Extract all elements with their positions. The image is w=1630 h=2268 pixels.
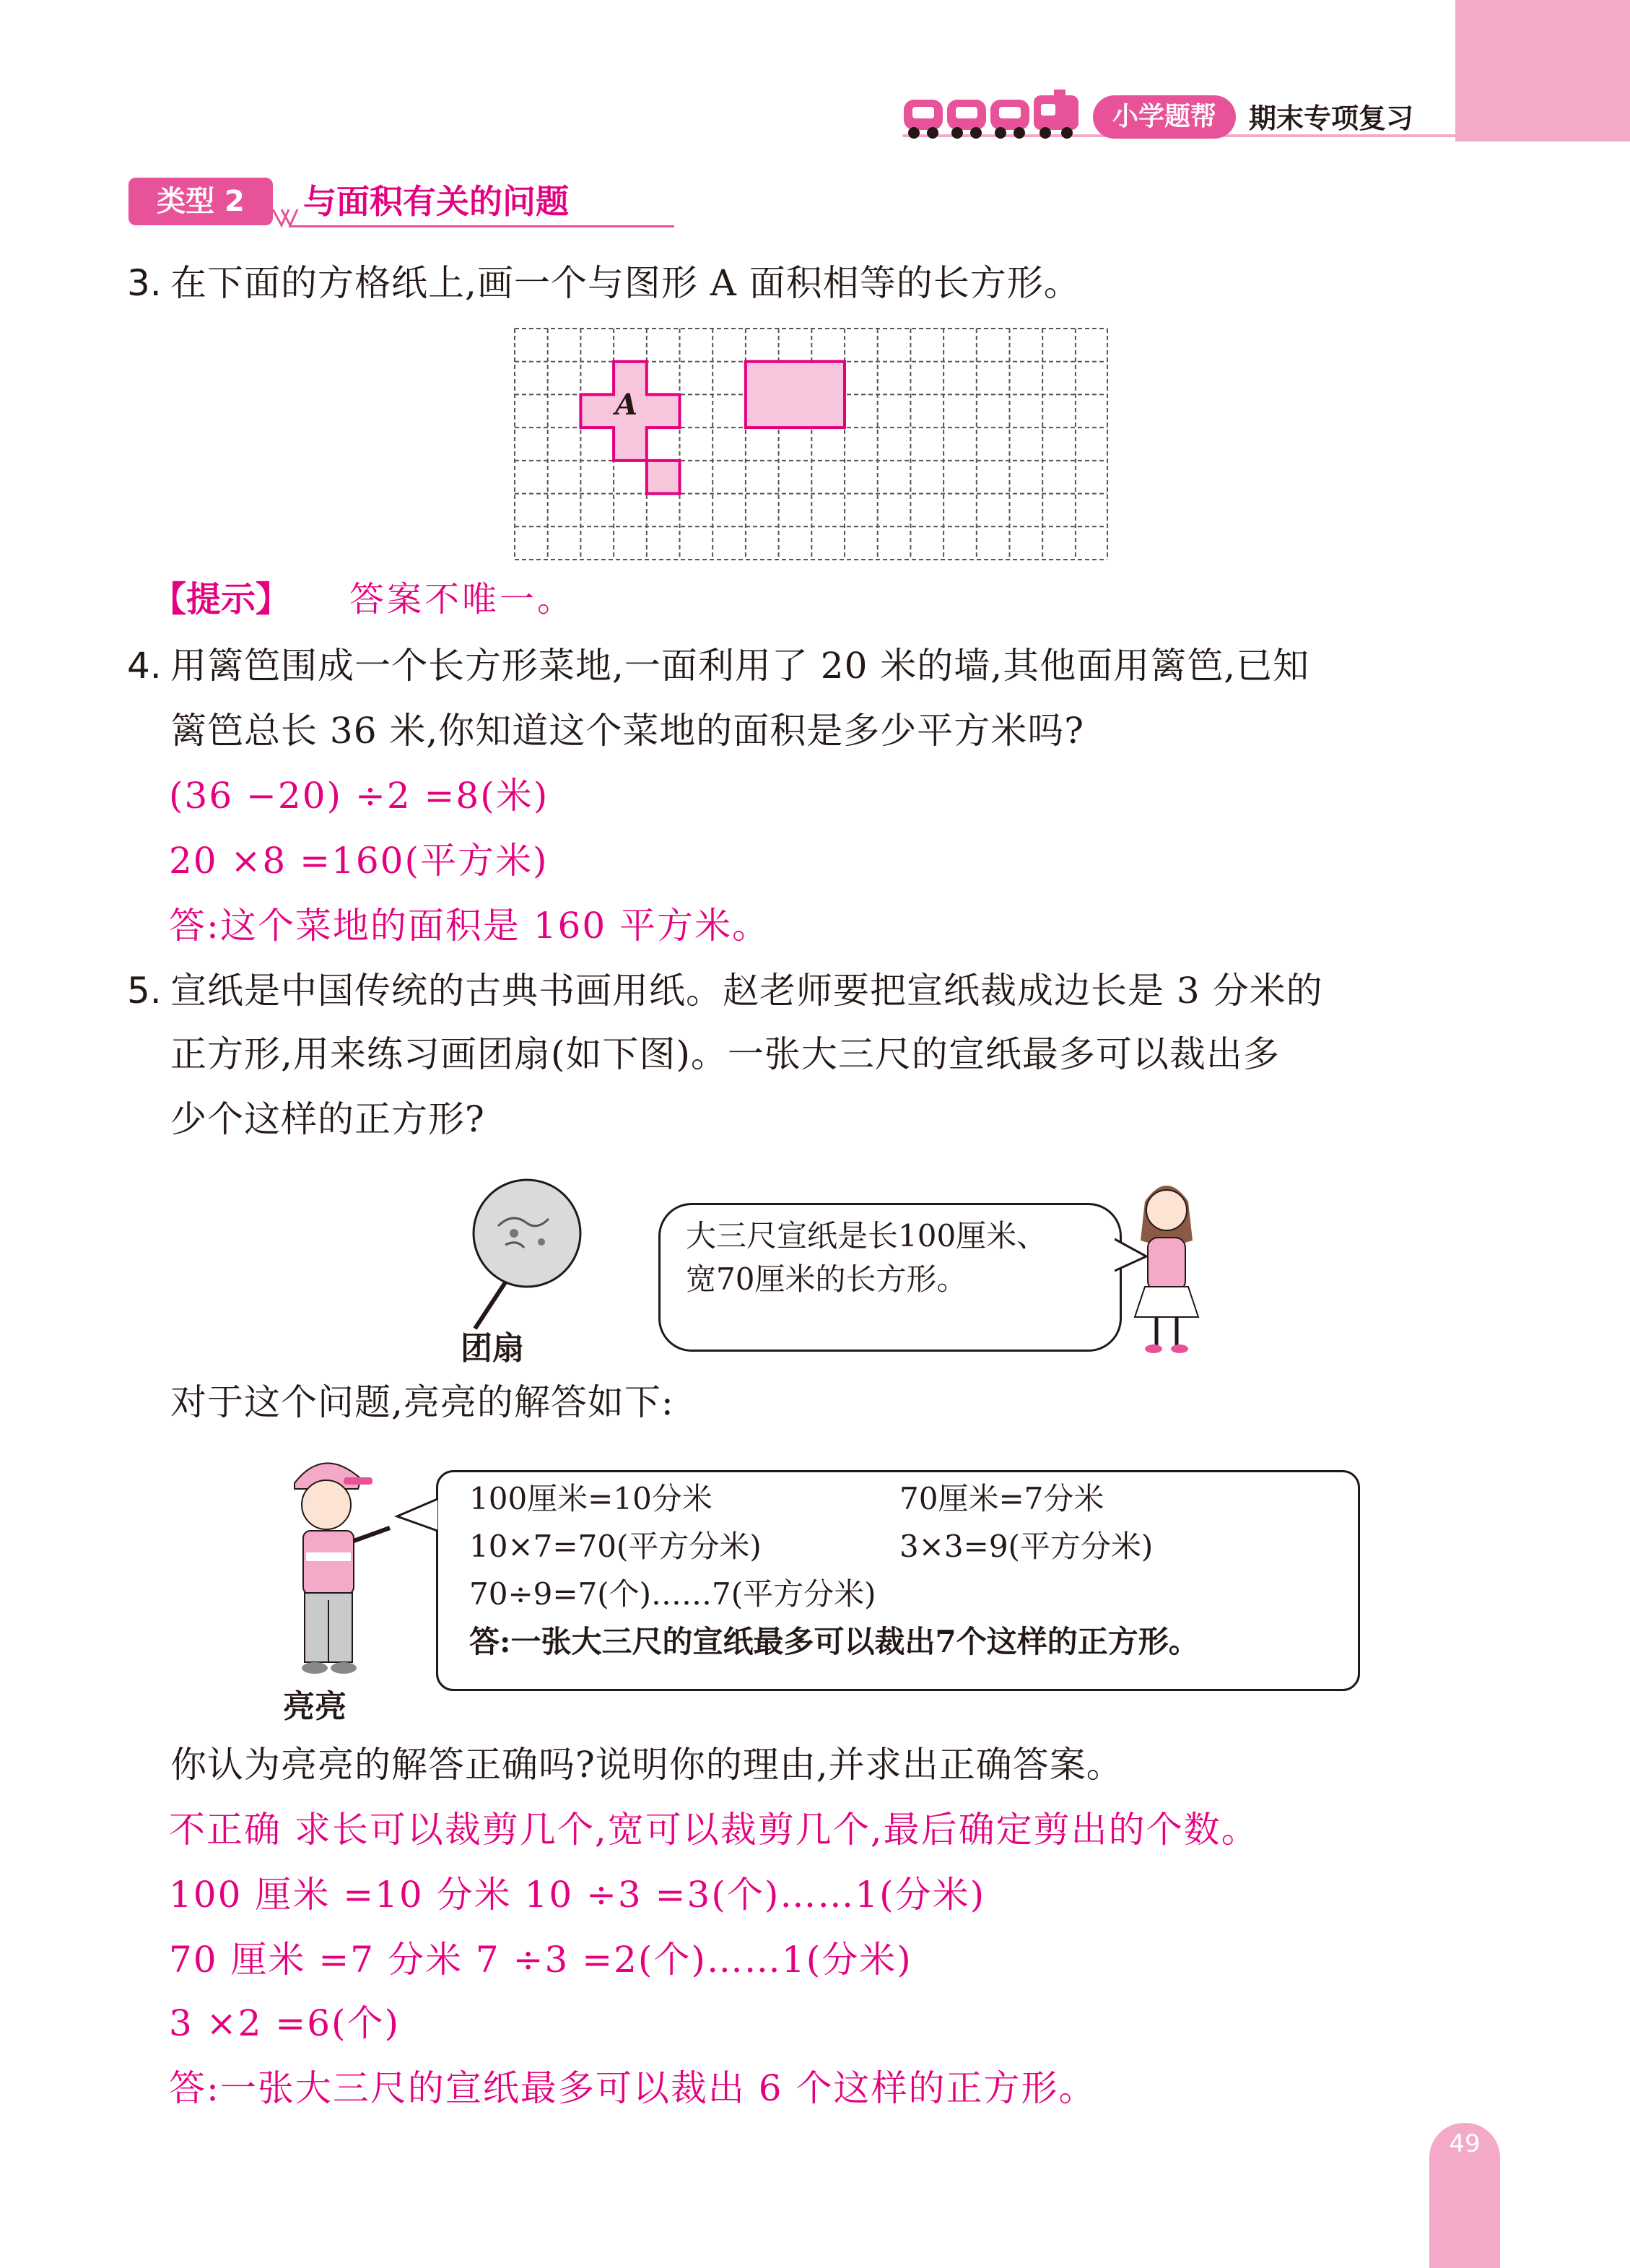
header-corner-band xyxy=(1455,0,1630,142)
section-tag: 类型 2 xyxy=(128,178,273,225)
boy-name-label: 亮亮 xyxy=(283,1688,347,1725)
q4-line-2: 篱笆总长 36 米,你知道这个菜地的面积是多少平方米吗? xyxy=(170,710,1085,752)
fan-label: 团扇 xyxy=(461,1330,524,1367)
solution-r2c1: 10×7=70(平方分米) xyxy=(469,1529,762,1564)
girl-speech-line-1: 大三尺宣纸是长100厘米、 xyxy=(686,1218,1047,1254)
page-number: 49 xyxy=(1449,2129,1481,2158)
hint-text: 答案不唯一。 xyxy=(349,579,575,620)
section-underline xyxy=(289,225,674,227)
hint-label: 【提示】 xyxy=(152,579,291,620)
section-title: 与面积有关的问题 xyxy=(303,182,569,221)
solution-r2c2: 3×3=9(平方分米) xyxy=(899,1529,1154,1564)
boy-illustration xyxy=(274,1451,397,1682)
q5-line-2: 正方形,用来练习画团扇(如下图)。一张大三尺的宣纸最多可以裁出多 xyxy=(170,1033,1280,1075)
q3-text: 在下面的方格纸上,画一个与图形 A 面积相等的长方形。 xyxy=(170,262,1081,304)
answer-rectangle xyxy=(746,362,845,427)
solution-r1c2: 70厘米=7分米 xyxy=(899,1481,1104,1516)
solution-r4: 答:一张大三尺的宣纸最多可以裁出7个这样的正方形。 xyxy=(469,1624,1199,1659)
q5-question: 你认为亮亮的解答正确吗?说明你的理由,并求出正确答案。 xyxy=(170,1744,1123,1786)
q5-line-1: 宣纸是中国传统的古典书画用纸。赵老师要把宣纸裁成边长是 3 分米的 xyxy=(170,970,1323,1012)
header-title: 期末专项复习 xyxy=(1249,103,1414,134)
girl-speech-line-2: 宽70厘米的长方形。 xyxy=(686,1261,967,1297)
q5-answer-3: 70 厘米 =7 分米 7 ÷3 =2(个)……1(分米) xyxy=(169,1939,912,1981)
q5-intro: 对于这个问题,亮亮的解答如下: xyxy=(170,1381,674,1423)
q5-line-3: 少个这样的正方形? xyxy=(170,1098,485,1140)
train-icon xyxy=(902,90,1083,144)
q5-answer-5: 答:一张大三尺的宣纸最多可以裁出 6 个这样的正方形。 xyxy=(169,2067,1097,2109)
q5-answer-2: 100 厘米 =10 分米 10 ÷3 =3(个)……1(分米) xyxy=(169,1874,986,1916)
q5-number: 5. xyxy=(127,970,162,1012)
q4-answer-2: 20 ×8 =160(平方米) xyxy=(169,840,549,882)
figure-a-label: A xyxy=(615,388,638,422)
q4-answer-1: (36 −20) ÷2 =8(米) xyxy=(169,775,549,817)
q4-number: 4. xyxy=(127,645,162,687)
q5-answer-1: 不正确 求长可以裁剪几个,宽可以裁剪几个,最后确定剪出的个数。 xyxy=(169,1809,1259,1851)
q4-answer-3: 答:这个菜地的面积是 160 平方米。 xyxy=(169,905,770,947)
fan-illustration xyxy=(462,1176,592,1334)
q5-answer-4: 3 ×2 =6(个) xyxy=(169,2002,401,2044)
q3-number: 3. xyxy=(127,262,162,304)
brand-badge: 小学题帮 xyxy=(1093,95,1236,139)
solution-r1c1: 100厘米=10分米 xyxy=(469,1481,712,1516)
girl-illustration xyxy=(1123,1168,1210,1357)
bubble2-tail xyxy=(394,1498,439,1534)
grid-paper xyxy=(514,328,1109,560)
q4-line-1: 用篱笆围成一个长方形菜地,一面利用了 20 米的墙,其他面用篱笆,已知 xyxy=(170,645,1310,687)
figure-a-shape xyxy=(580,362,679,494)
solution-r3: 70÷9=7(个)……7(平方分米) xyxy=(469,1576,876,1612)
